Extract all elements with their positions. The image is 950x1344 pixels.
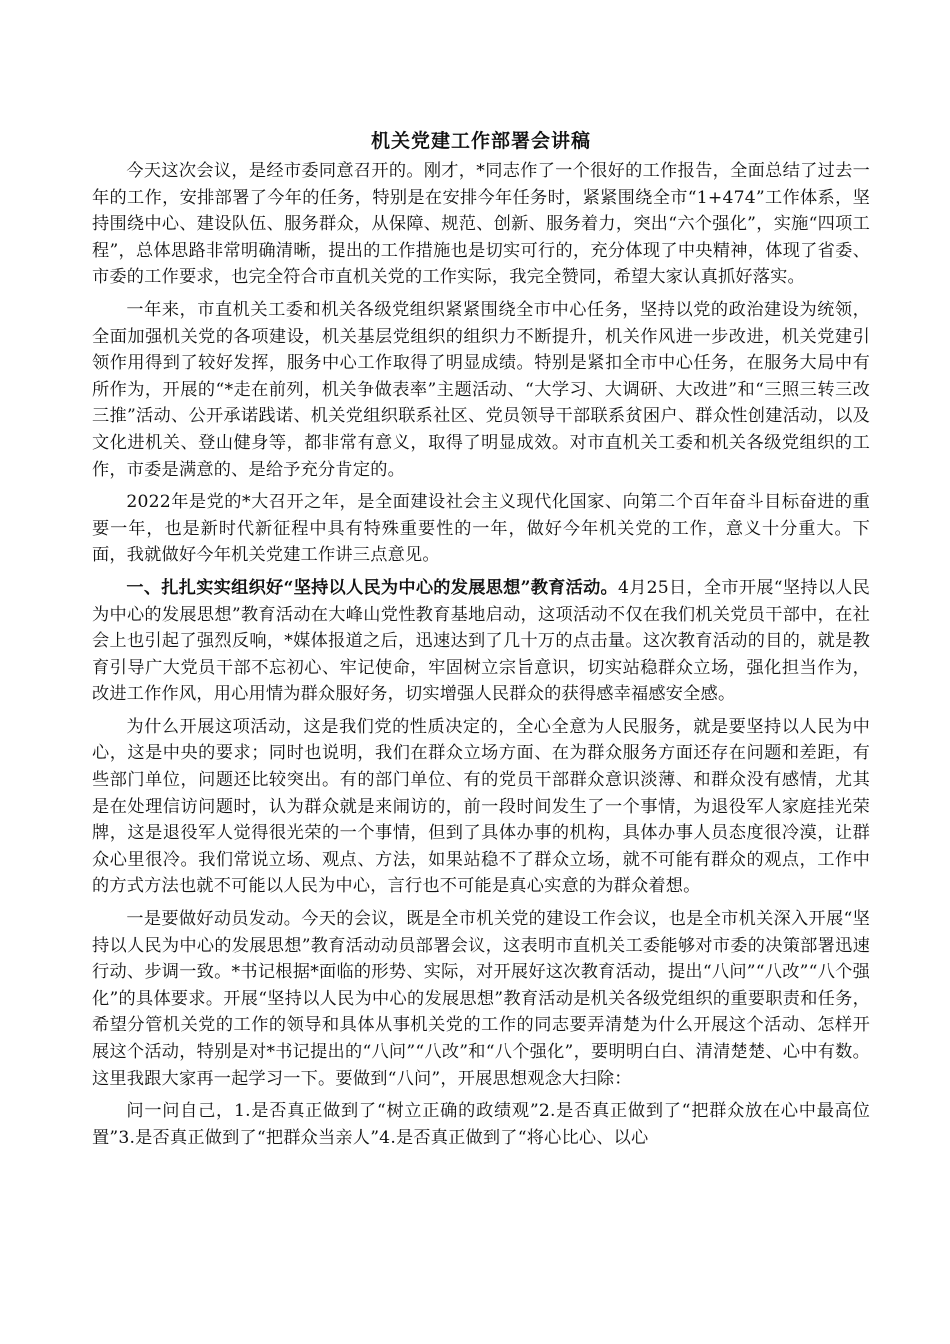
paragraph-text: 今天这次会议，是经市委同意召开的。刚才，*同志作了一个很好的工作报告，全面总结了过去一年的工作，安排部署了今年的任务，特别是在安排今年任务时，紧紧围绕全市“1+474”工作体系，坚持围绕中心、建设队伍、服务群众，从保障、规范、创新、服务着力，突出“六个强化”，实施“四项工程”，总体思路非常明确清晰，提出的工作措施也是切实可行的，充分体现了中央精神，体现了省委、市委的工作要求，也完全符合市直机关党的工作实际，我完全赞同，希望大家认真抓好落实。	[92, 161, 870, 288]
paragraph-text: 为什么开展这项活动，这是我们党的性质决定的，全心全意为人民服务，就是要坚持以人民为中心，这是中央的要求；同时也说明，我们在群众立场方面、在为群众服务方面还存在问题和差距，有些部门单位，问题还比较突出。有的部门单位、有的党员干部群众意识淡薄、和群众没有感情，尤其是在处理信访问题时，认为群众就是来闹访的，前一段时间发生了一个事情，为退役军人家庭挂光荣牌，这是退役军人觉得很光荣的一个事情，但到了具体办事的机构，具体办事人员态度很冷漠，让群众心里很冷。我们常说立场、观点、方法，如果站稳不了群众立场，就不可能有群众的观点，工作中的方式方法也就不可能以人民为中心，言行也不可能是真心实意的为群众着想。	[92, 716, 870, 897]
paragraph-text: 4月25日，全市开展“坚持以人民为中心的发展思想”教育活动在大峰山党性教育基地启动，这项活动不仅在我们机关党员干部中，在社会上也引起了强烈反响，*媒体报道之后，迅速达到了几十万的点击量。这次教育活动的目的，就是教育引导广大党员干部不忘初心、牢记使命，牢固树立宗旨意识，切实站稳群众立场，强化担当作为，改进工作作风，用心用情为群众服好务，切实增强人民群众的获得感幸福感安全感。	[92, 577, 870, 705]
paragraph-5	[92, 714, 870, 900]
paragraph-text: 2022年是党的*大召开之年，是全面建设社会主义现代化国家、向第二个百年奋斗目标奋进的重要一年，也是新时代新征程中具有特殊重要性的一年，做好今年机关党的工作，意义十分重大。下面，我就做好今年机关党建工作讲三点意见。	[92, 492, 870, 566]
paragraph-4	[92, 575, 870, 708]
document-title: 机关党建工作部署会讲稿	[370, 130, 591, 152]
paragraph-3	[92, 489, 870, 569]
paragraph-6	[92, 906, 870, 1092]
paragraph-2	[92, 297, 870, 483]
paragraph-7	[92, 1098, 870, 1151]
paragraph-text: 问一问自己，1.是否真正做到了“树立正确的政绩观”2.是否真正做到了“把群众放在心中最高位置”3.是否真正做到了“把群众当亲人”4.是否真正做到了“将心比心、以心	[92, 1101, 870, 1148]
paragraph-1	[92, 158, 870, 291]
paragraph-text: 一是要做好动员发动。今天的会议，既是全市机关党的建设工作会议，也是全市机关深入开展“坚持以人民为中心的发展思想”教育活动动员部署会议，这表明市直机关工委能够对市委的决策部署迅速行动、步调一致。*书记根据*面临的形势、实际，对开展好这次教育活动，提出“八问”“八改”“八个强化”的具体要求。开展“坚持以人民为中心的发展思想”教育活动是机关各级党组织的重要职责和任务，希望分管机关党的工作的领导和具体从事机关党的工作的同志要弄清楚为什么开展这个活动、怎样开展这个活动，特别是对*书记提出的“八问”“八改”和“八个强化”，要明明白白、清清楚楚、心中有数。这里我跟大家再一起学习一下。要做到“八问”，开展思想观念大扫除：	[92, 909, 870, 1089]
paragraph-text: 一年来，市直机关工委和机关各级党组织紧紧围绕全市中心任务，坚持以党的政治建设为统领，全面加强机关党的各项建设，机关基层党组织的组织力不断提升，机关作风进一步改进，机关党建引领作用得到了较好发挥，服务中心工作取得了明显成绩。特别是紧扣全市中心任务，在服务大局中有所作为，开展的“*走在前列，机关争做表率”主题活动、“大学习、大调研、大改进”和“三照三转三改三推”活动、公开承诺践诺、机关党组织联系社区、党员领导干部联系贫困户、群众性创建活动，以及文化进机关、登山健身等，都非常有意义，取得了明显成效。对市直机关工委和机关各级党组织的工作，市委是满意的、是给予充分肯定的。	[92, 299, 870, 480]
document-page	[92, 128, 870, 1157]
section-heading: 一、扎扎实实组织好“坚持以人民为中心的发展思想”教育活动。	[126, 577, 618, 598]
